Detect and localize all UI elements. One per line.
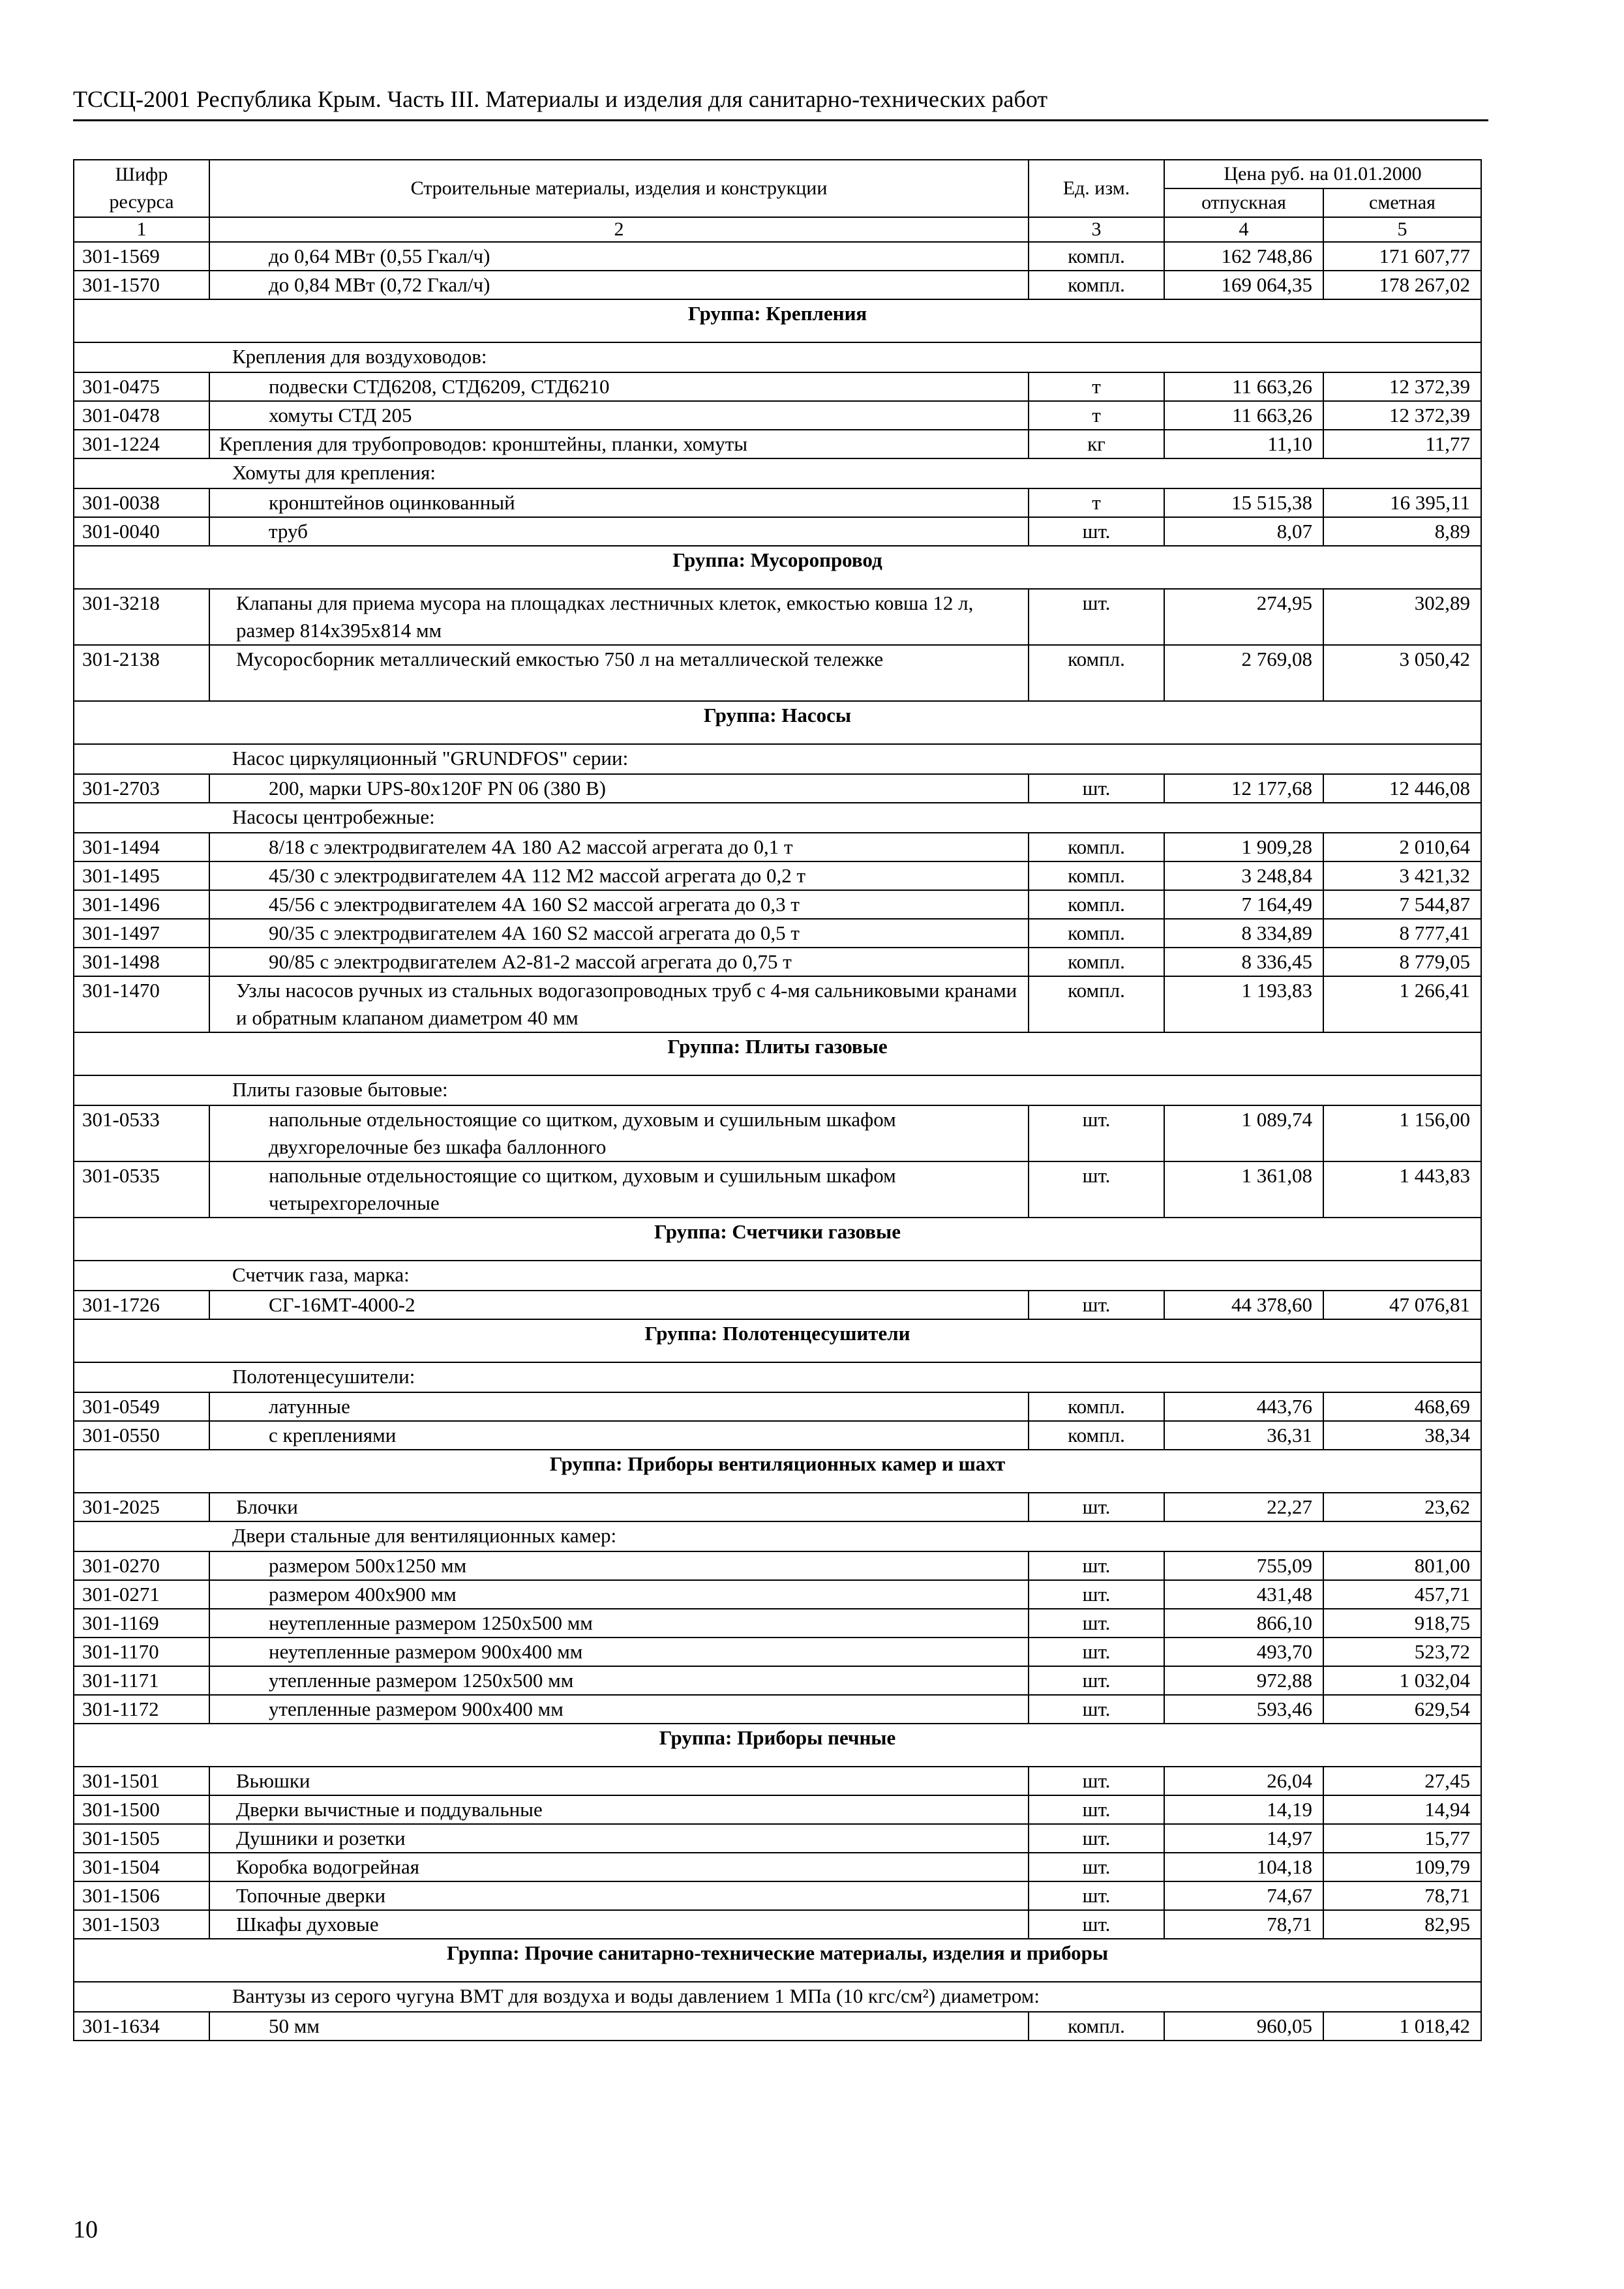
col-code-header: Шифр ресурса [74, 160, 209, 217]
group-heading-row [74, 1032, 1481, 1075]
table-row [74, 890, 1481, 919]
estimate-price: 523,72 [1323, 1638, 1481, 1666]
resource-code: 301-1170 [74, 1638, 209, 1666]
group-heading-row [74, 1450, 1481, 1493]
estimate-price: 302,89 [1323, 589, 1481, 645]
col-number-1: 1 [74, 217, 209, 242]
table-row [74, 1881, 1481, 1910]
release-price: 15 515,38 [1164, 488, 1323, 517]
table-row [74, 919, 1481, 948]
group-heading: Группа: Прочие санитарно-технические материалы, изделия и приборы [74, 1939, 1481, 1982]
table-row [74, 430, 1481, 458]
release-price: 1 361,08 [1164, 1161, 1323, 1218]
resource-code: 301-1726 [74, 1291, 209, 1319]
table-row [74, 1795, 1481, 1824]
release-price: 1 193,83 [1164, 976, 1323, 1032]
subgroup-heading-row [74, 803, 1481, 833]
estimate-price: 8 779,05 [1323, 948, 1481, 976]
release-price: 14,97 [1164, 1824, 1323, 1853]
unit-of-measure: компл. [1029, 2012, 1164, 2041]
estimate-price: 14,94 [1323, 1795, 1481, 1824]
estimate-price: 3 050,42 [1323, 645, 1481, 701]
table-row [74, 861, 1481, 890]
group-heading-row [74, 1218, 1481, 1261]
estimate-price: 12 446,08 [1323, 774, 1481, 803]
unit-of-measure: компл. [1029, 242, 1164, 271]
estimate-price: 78,71 [1323, 1881, 1481, 1910]
estimate-price: 2 010,64 [1323, 833, 1481, 861]
subgroup-heading: Вантузы из серого чугуна ВМТ для воздуха и воды давлением 1 МПа (10 кгс/см²) диаметром: [232, 1984, 1040, 2007]
header-rule [73, 119, 1488, 121]
release-price: 493,70 [1164, 1638, 1323, 1666]
estimate-price: 468,69 [1323, 1392, 1481, 1421]
estimate-price: 1 156,00 [1323, 1105, 1481, 1161]
table-row [74, 1910, 1481, 1939]
estimate-price: 27,45 [1323, 1767, 1481, 1795]
release-price: 755,09 [1164, 1551, 1323, 1580]
estimate-price: 7 544,87 [1323, 890, 1481, 919]
resource-code: 301-0535 [74, 1161, 209, 1218]
estimate-price: 629,54 [1323, 1695, 1481, 1724]
resource-code: 301-3218 [74, 589, 209, 645]
material-name: утепленные размером 1250x500 мм [209, 1666, 1029, 1695]
material-name: 45/56 с электродвигателем 4А 160 S2 массой агрегата до 0,3 т [209, 890, 1029, 919]
release-price: 12 177,68 [1164, 774, 1323, 803]
unit-of-measure: компл. [1029, 861, 1164, 890]
material-name: Душники и розетки [209, 1824, 1029, 1853]
material-name: Коробка водогрейная [209, 1853, 1029, 1881]
table-row [74, 1695, 1481, 1724]
table-row [74, 833, 1481, 861]
group-heading-row [74, 1939, 1481, 1982]
unit-of-measure: компл. [1029, 1392, 1164, 1421]
resource-code: 301-1497 [74, 919, 209, 948]
estimate-price: 3 421,32 [1323, 861, 1481, 890]
material-name: труб [209, 517, 1029, 546]
material-name: 90/35 с электродвигателем 4А 160 S2 массой агрегата до 0,5 т [209, 919, 1029, 948]
table-row [74, 976, 1481, 1032]
table-row [74, 774, 1481, 803]
release-price: 3 248,84 [1164, 861, 1323, 890]
material-name: Клапаны для приема мусора на площадках лестничных клеток, емкостью ковша 12 л, размер 814x395x814 мм [209, 589, 1029, 645]
material-name: Мусоросборник металлический емкостью 750 л на металлической тележке [209, 645, 1029, 701]
material-name: утепленные размером 900x400 мм [209, 1695, 1029, 1724]
unit-of-measure: компл. [1029, 890, 1164, 919]
material-name: Дверки вычистные и поддувальные [209, 1795, 1029, 1824]
material-name: размером 400x900 мм [209, 1580, 1029, 1609]
table-header [74, 160, 1481, 242]
group-heading: Группа: Плиты газовые [74, 1032, 1481, 1075]
material-name: 200, марки UPS-80x120F PN 06 (380 В) [209, 774, 1029, 803]
table-row [74, 1824, 1481, 1853]
subgroup-heading-row [74, 1521, 1481, 1551]
subgroup-heading-row [74, 1261, 1481, 1291]
material-name: Топочные дверки [209, 1881, 1029, 1910]
group-heading-row [74, 546, 1481, 589]
unit-of-measure: т [1029, 401, 1164, 430]
estimate-price: 109,79 [1323, 1853, 1481, 1881]
resource-code: 301-0549 [74, 1392, 209, 1421]
resource-code: 301-1224 [74, 430, 209, 458]
table-row [74, 517, 1481, 546]
release-price: 431,48 [1164, 1580, 1323, 1609]
resource-code: 301-0475 [74, 372, 209, 401]
estimate-price: 12 372,39 [1323, 372, 1481, 401]
release-price: 104,18 [1164, 1853, 1323, 1881]
estimate-price: 1 018,42 [1323, 2012, 1481, 2041]
subgroup-heading-cell [74, 1982, 1481, 2012]
table-row [74, 1638, 1481, 1666]
subgroup-heading: Крепления для воздуховодов: [232, 345, 487, 368]
resource-code: 301-2025 [74, 1493, 209, 1521]
estimate-price: 1 443,83 [1323, 1161, 1481, 1218]
material-name: хомуты СТД 205 [209, 401, 1029, 430]
material-name: Крепления для трубопроводов: кронштейны, планки, хомуты [209, 430, 1029, 458]
release-price: 78,71 [1164, 1910, 1323, 1939]
resource-code: 301-1500 [74, 1795, 209, 1824]
table-row [74, 1291, 1481, 1319]
table-row [74, 1493, 1481, 1521]
resource-code: 301-1504 [74, 1853, 209, 1881]
subgroup-heading: Насосы центробежные: [232, 805, 435, 828]
estimate-price: 12 372,39 [1323, 401, 1481, 430]
col-name-header: Строительные материалы, изделия и конструкции [209, 160, 1029, 217]
table-row [74, 1392, 1481, 1421]
estimate-price: 38,34 [1323, 1421, 1481, 1450]
estimate-price: 171 607,77 [1323, 242, 1481, 271]
resource-code: 301-2703 [74, 774, 209, 803]
subgroup-heading: Плиты газовые бытовые: [232, 1078, 448, 1101]
subgroup-heading-row [74, 1982, 1481, 2012]
unit-of-measure: шт. [1029, 1853, 1164, 1881]
group-heading: Группа: Приборы печные [74, 1724, 1481, 1767]
release-price: 866,10 [1164, 1609, 1323, 1638]
release-price: 162 748,86 [1164, 242, 1323, 271]
material-name: 90/85 с электродвигателем А2-81-2 массой агрегата до 0,75 т [209, 948, 1029, 976]
unit-of-measure: шт. [1029, 1609, 1164, 1638]
table-row [74, 1609, 1481, 1638]
estimate-price: 47 076,81 [1323, 1291, 1481, 1319]
subgroup-heading-row [74, 342, 1481, 372]
release-price: 26,04 [1164, 1767, 1323, 1795]
table-row [74, 271, 1481, 299]
resource-code: 301-1169 [74, 1609, 209, 1638]
release-price: 11,10 [1164, 430, 1323, 458]
subgroup-heading-cell [74, 1521, 1481, 1551]
estimate-price: 8,89 [1323, 517, 1481, 546]
table-row [74, 1666, 1481, 1695]
material-name: напольные отдельностоящие со щитком, духовым и сушильным шкафом двухгорелочные без шкафа баллонного [209, 1105, 1029, 1161]
material-name: неутепленные размером 1250x500 мм [209, 1609, 1029, 1638]
material-name: неутепленные размером 900x400 мм [209, 1638, 1029, 1666]
group-heading-row [74, 701, 1481, 744]
unit-of-measure: шт. [1029, 1493, 1164, 1521]
table-row [74, 645, 1481, 701]
release-price: 14,19 [1164, 1795, 1323, 1824]
release-price: 443,76 [1164, 1392, 1323, 1421]
group-heading: Группа: Счетчики газовые [74, 1218, 1481, 1261]
material-name: Вьюшки [209, 1767, 1029, 1795]
group-heading: Группа: Мусоропровод [74, 546, 1481, 589]
document-header-title: ТССЦ-2001 Республика Крым. Часть III. Материалы и изделия для санитарно-технических работ [73, 86, 1048, 112]
unit-of-measure: шт. [1029, 1666, 1164, 1695]
subgroup-heading: Счетчик газа, марка: [232, 1263, 410, 1286]
unit-of-measure: шт. [1029, 774, 1164, 803]
col-number-2: 2 [209, 217, 1029, 242]
resource-code: 301-1503 [74, 1910, 209, 1939]
unit-of-measure: шт. [1029, 1881, 1164, 1910]
release-price: 74,67 [1164, 1881, 1323, 1910]
release-price: 169 064,35 [1164, 271, 1323, 299]
material-name: подвески СТД6208, СТД6209, СТД6210 [209, 372, 1029, 401]
material-name: 8/18 с электродвигателем 4А 180 А2 массой агрегата до 0,1 т [209, 833, 1029, 861]
table-row [74, 242, 1481, 271]
group-heading: Группа: Насосы [74, 701, 1481, 744]
material-name: размером 500x1250 мм [209, 1551, 1029, 1580]
estimate-price: 15,77 [1323, 1824, 1481, 1853]
col-estimate-header: сметная [1323, 188, 1481, 217]
table-row [74, 1161, 1481, 1218]
table-body [74, 242, 1481, 2041]
resource-code: 301-1506 [74, 1881, 209, 1910]
subgroup-heading: Насос циркуляционный "GRUNDFOS" серии: [232, 747, 629, 770]
unit-of-measure: компл. [1029, 919, 1164, 948]
unit-of-measure: шт. [1029, 1795, 1164, 1824]
estimate-price: 918,75 [1323, 1609, 1481, 1638]
release-price: 1 909,28 [1164, 833, 1323, 861]
subgroup-heading-row [74, 1362, 1481, 1392]
unit-of-measure: шт. [1029, 589, 1164, 645]
release-price: 44 378,60 [1164, 1291, 1323, 1319]
release-price: 11 663,26 [1164, 372, 1323, 401]
estimate-price: 11,77 [1323, 430, 1481, 458]
subgroup-heading-cell [74, 342, 1481, 372]
material-name: напольные отдельностоящие со щитком, духовым и сушильным шкафом четырехгорелочные [209, 1161, 1029, 1218]
col-number-3: 3 [1029, 217, 1164, 242]
material-name: с креплениями [209, 1421, 1029, 1450]
unit-of-measure: т [1029, 372, 1164, 401]
material-name: 50 мм [209, 2012, 1029, 2041]
resource-code: 301-2138 [74, 645, 209, 701]
material-name: Блочки [209, 1493, 1029, 1521]
table-row [74, 401, 1481, 430]
resource-code: 301-1470 [74, 976, 209, 1032]
unit-of-measure: шт. [1029, 1824, 1164, 1853]
table-row [74, 589, 1481, 645]
unit-of-measure: т [1029, 488, 1164, 517]
resource-code: 301-0550 [74, 1421, 209, 1450]
unit-of-measure: шт. [1029, 517, 1164, 546]
table-row [74, 2012, 1481, 2041]
table-row [74, 1853, 1481, 1881]
material-name: СГ-16МТ-4000-2 [209, 1291, 1029, 1319]
release-price: 22,27 [1164, 1493, 1323, 1521]
table-row [74, 1767, 1481, 1795]
group-heading-row [74, 299, 1481, 342]
unit-of-measure: шт. [1029, 1551, 1164, 1580]
unit-of-measure: шт. [1029, 1580, 1164, 1609]
subgroup-heading: Полотенцесушители: [232, 1365, 415, 1388]
estimate-price: 178 267,02 [1323, 271, 1481, 299]
unit-of-measure: компл. [1029, 833, 1164, 861]
release-price: 11 663,26 [1164, 401, 1323, 430]
resource-code: 301-1495 [74, 861, 209, 890]
subgroup-heading-row [74, 1075, 1481, 1105]
subgroup-heading-cell [74, 1075, 1481, 1105]
resource-code: 301-0478 [74, 401, 209, 430]
release-price: 274,95 [1164, 589, 1323, 645]
subgroup-heading-cell [74, 803, 1481, 833]
resource-code: 301-1570 [74, 271, 209, 299]
resource-code: 301-1171 [74, 1666, 209, 1695]
subgroup-heading: Хомуты для крепления: [232, 461, 436, 484]
resource-code: 301-1501 [74, 1767, 209, 1795]
material-name: до 0,84 МВт (0,72 Гкал/ч) [209, 271, 1029, 299]
resource-code: 301-0270 [74, 1551, 209, 1580]
table-row [74, 1551, 1481, 1580]
resource-code: 301-0038 [74, 488, 209, 517]
col-release-header: отпускная [1164, 188, 1323, 217]
col-unit-header: Ед. изм. [1029, 160, 1164, 217]
release-price: 36,31 [1164, 1421, 1323, 1450]
release-price: 2 769,08 [1164, 645, 1323, 701]
release-price: 7 164,49 [1164, 890, 1323, 919]
subgroup-heading-row [74, 744, 1481, 774]
table-row [74, 488, 1481, 517]
unit-of-measure: компл. [1029, 271, 1164, 299]
resource-code: 301-1569 [74, 242, 209, 271]
unit-of-measure: компл. [1029, 645, 1164, 701]
group-heading-row [74, 1724, 1481, 1767]
release-price: 972,88 [1164, 1666, 1323, 1695]
resource-code: 301-1494 [74, 833, 209, 861]
table-row [74, 948, 1481, 976]
unit-of-measure: кг [1029, 430, 1164, 458]
unit-of-measure: компл. [1029, 948, 1164, 976]
unit-of-measure: компл. [1029, 976, 1164, 1032]
resource-code: 301-1634 [74, 2012, 209, 2041]
estimate-price: 801,00 [1323, 1551, 1481, 1580]
release-price: 1 089,74 [1164, 1105, 1323, 1161]
estimate-price: 8 777,41 [1323, 919, 1481, 948]
resource-code: 301-1505 [74, 1824, 209, 1853]
material-name: до 0,64 МВт (0,55 Гкал/ч) [209, 242, 1029, 271]
subgroup-heading-row [74, 458, 1481, 488]
unit-of-measure: шт. [1029, 1767, 1164, 1795]
unit-of-measure: шт. [1029, 1161, 1164, 1218]
page-number: 10 [73, 2216, 98, 2243]
release-price: 8 334,89 [1164, 919, 1323, 948]
resource-code: 301-1172 [74, 1695, 209, 1724]
estimate-price: 1 266,41 [1323, 976, 1481, 1032]
table-row [74, 1580, 1481, 1609]
subgroup-heading-cell [74, 458, 1481, 488]
subgroup-heading: Двери стальные для вентиляционных камер: [232, 1524, 617, 1547]
unit-of-measure: шт. [1029, 1291, 1164, 1319]
table-row [74, 1105, 1481, 1161]
release-price: 593,46 [1164, 1695, 1323, 1724]
resource-code: 301-1498 [74, 948, 209, 976]
material-name: латунные [209, 1392, 1029, 1421]
estimate-price: 16 395,11 [1323, 488, 1481, 517]
col-number-4: 4 [1164, 217, 1323, 242]
estimate-price: 82,95 [1323, 1910, 1481, 1939]
group-heading: Группа: Полотенцесушители [74, 1319, 1481, 1362]
table-row [74, 1421, 1481, 1450]
resource-code: 301-0533 [74, 1105, 209, 1161]
material-name: Узлы насосов ручных из стальных водогазопроводных труб с 4-мя сальниковыми кранами и обратным клапаном диаметром 40 мм [209, 976, 1029, 1032]
unit-of-measure: шт. [1029, 1695, 1164, 1724]
release-price: 960,05 [1164, 2012, 1323, 2041]
estimate-price: 23,62 [1323, 1493, 1481, 1521]
unit-of-measure: компл. [1029, 1421, 1164, 1450]
subgroup-heading-cell [74, 1362, 1481, 1392]
subgroup-heading-cell [74, 744, 1481, 774]
material-name: 45/30 с электродвигателем 4А 112 М2 массой агрегата до 0,2 т [209, 861, 1029, 890]
col-number-5: 5 [1323, 217, 1481, 242]
resource-code: 301-0271 [74, 1580, 209, 1609]
price-table [73, 159, 1482, 2041]
unit-of-measure: шт. [1029, 1105, 1164, 1161]
group-heading: Группа: Крепления [74, 299, 1481, 342]
subgroup-heading-cell [74, 1261, 1481, 1291]
material-name: кронштейнов оцинкованный [209, 488, 1029, 517]
group-heading-row [74, 1319, 1481, 1362]
release-price: 8 336,45 [1164, 948, 1323, 976]
material-name: Шкафы духовые [209, 1910, 1029, 1939]
estimate-price: 457,71 [1323, 1580, 1481, 1609]
resource-code: 301-1496 [74, 890, 209, 919]
col-price-header: Цена руб. на 01.01.2000 [1164, 160, 1481, 188]
resource-code: 301-0040 [74, 517, 209, 546]
group-heading: Группа: Приборы вентиляционных камер и шахт [74, 1450, 1481, 1493]
estimate-price: 1 032,04 [1323, 1666, 1481, 1695]
unit-of-measure: шт. [1029, 1638, 1164, 1666]
table-row [74, 372, 1481, 401]
unit-of-measure: шт. [1029, 1910, 1164, 1939]
release-price: 8,07 [1164, 517, 1323, 546]
